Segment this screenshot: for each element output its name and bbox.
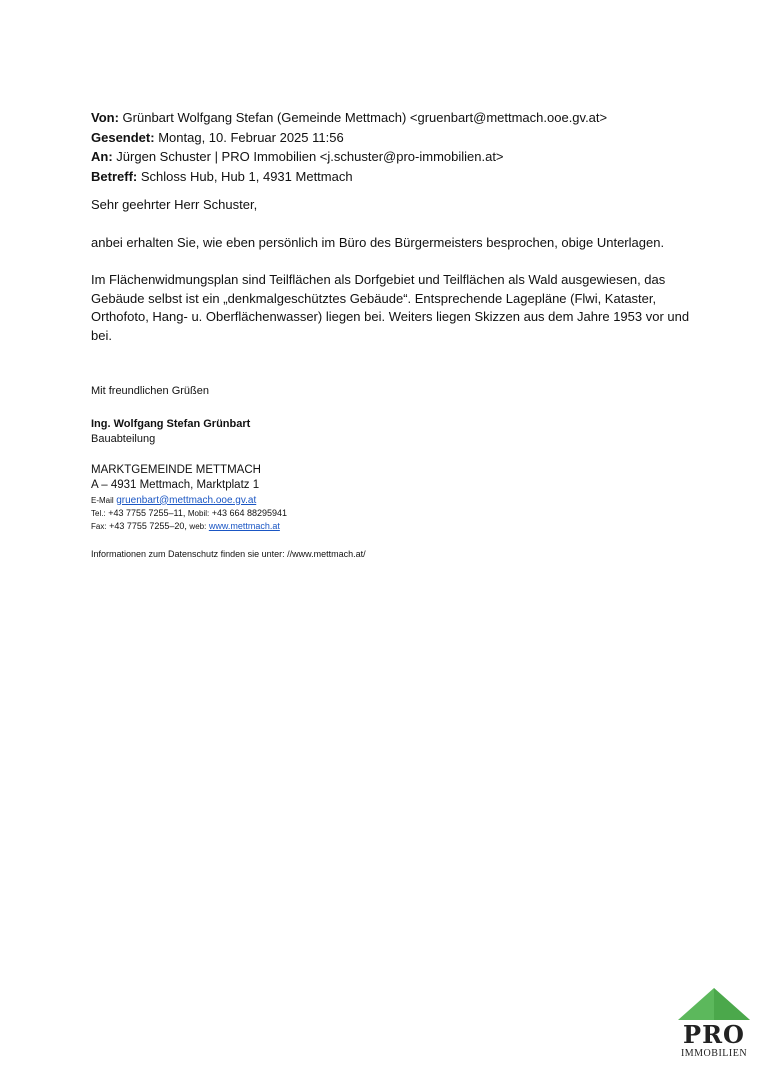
tel-label: Tel.: xyxy=(91,508,106,518)
email-contact-row xyxy=(91,494,591,507)
mobile-label: Mobil: xyxy=(187,508,210,518)
logo-subtitle: IMMOBILIEN xyxy=(680,1048,748,1059)
from-value: Grünbart Wolfgang Stefan (Gemeinde Mettmach) <gruenbart@mettmach.ooe.gv.at> xyxy=(122,110,608,125)
from-label: Von: xyxy=(91,110,119,125)
house-roof-icon xyxy=(676,986,752,1022)
closing-greeting: Mit freundlichen Grüßen xyxy=(91,385,209,397)
salutation: Sehr geehrter Herr Schuster, xyxy=(91,197,258,212)
body-paragraph-intro: anbei erhalten Sie, wie eben persönlich im Büro des Bürgermeisters besprochen, obige Unterlagen. xyxy=(91,234,665,250)
from-row xyxy=(91,108,691,128)
to-label: An: xyxy=(91,149,113,164)
web-link[interactable]: www.mettmach.at xyxy=(208,520,280,531)
signer-department: Bauabteilung xyxy=(91,433,156,445)
email-label: E-Mail xyxy=(91,495,114,505)
email-link[interactable]: gruenbart@mettmach.ooe.gv.at xyxy=(116,494,257,506)
tel-value: +43 7755 7255–11, xyxy=(108,507,186,518)
fax-label: Fax: xyxy=(91,521,107,531)
to-row xyxy=(91,147,691,167)
mobile-value: +43 664 88295941 xyxy=(211,507,288,518)
fax-web-row xyxy=(91,520,591,533)
phone-contact-row xyxy=(91,507,591,520)
body-paragraph-details: Im Flächenwidmungsplan sind Teilflächen als Dorfgebiet und Teilflächen als Wald ausgewiesen, das Gebäude selbst ist ein „denkmalgeschütztes Gebäude“. Entsprechende Lagepläne (Flwi, Kataster, Orthofoto, Hang- u. Oberflächenwasser) liegen bei. Weiters liegen Skizzen aus dem Jahre 1953 vor und bei. xyxy=(91,272,690,343)
privacy-note: Informationen zum Datenschutz finden sie unter: //www.mettmach.at/ xyxy=(91,548,366,559)
email-body xyxy=(91,196,691,345)
organization-name: MARKTGEMEINDE METTMACH xyxy=(91,463,261,476)
organization-address: A – 4931 Mettmach, Marktplatz 1 xyxy=(91,479,260,491)
sent-label: Gesendet: xyxy=(91,129,155,145)
subject-value: Schloss Hub, Hub 1, 4931 Mettmach xyxy=(140,168,353,184)
email-signature xyxy=(91,384,591,562)
subject-row xyxy=(91,167,691,187)
subject-label: Betreff: xyxy=(91,168,138,184)
logo-brand: PRO xyxy=(683,1020,745,1049)
sent-value: Montag, 10. Februar 2025 11:56 xyxy=(158,129,344,145)
sent-row xyxy=(91,128,691,148)
signer-name: Ing. Wolfgang Stefan Grünbart xyxy=(91,417,251,430)
pro-immobilien-logo xyxy=(672,986,756,1066)
to-value: Jürgen Schuster | PRO Immobilien <j.schuster@pro-immobilien.at> xyxy=(116,149,504,164)
email-header xyxy=(91,108,691,186)
web-label: web: xyxy=(189,521,207,531)
fax-value: +43 7755 7255–20, xyxy=(109,520,187,531)
